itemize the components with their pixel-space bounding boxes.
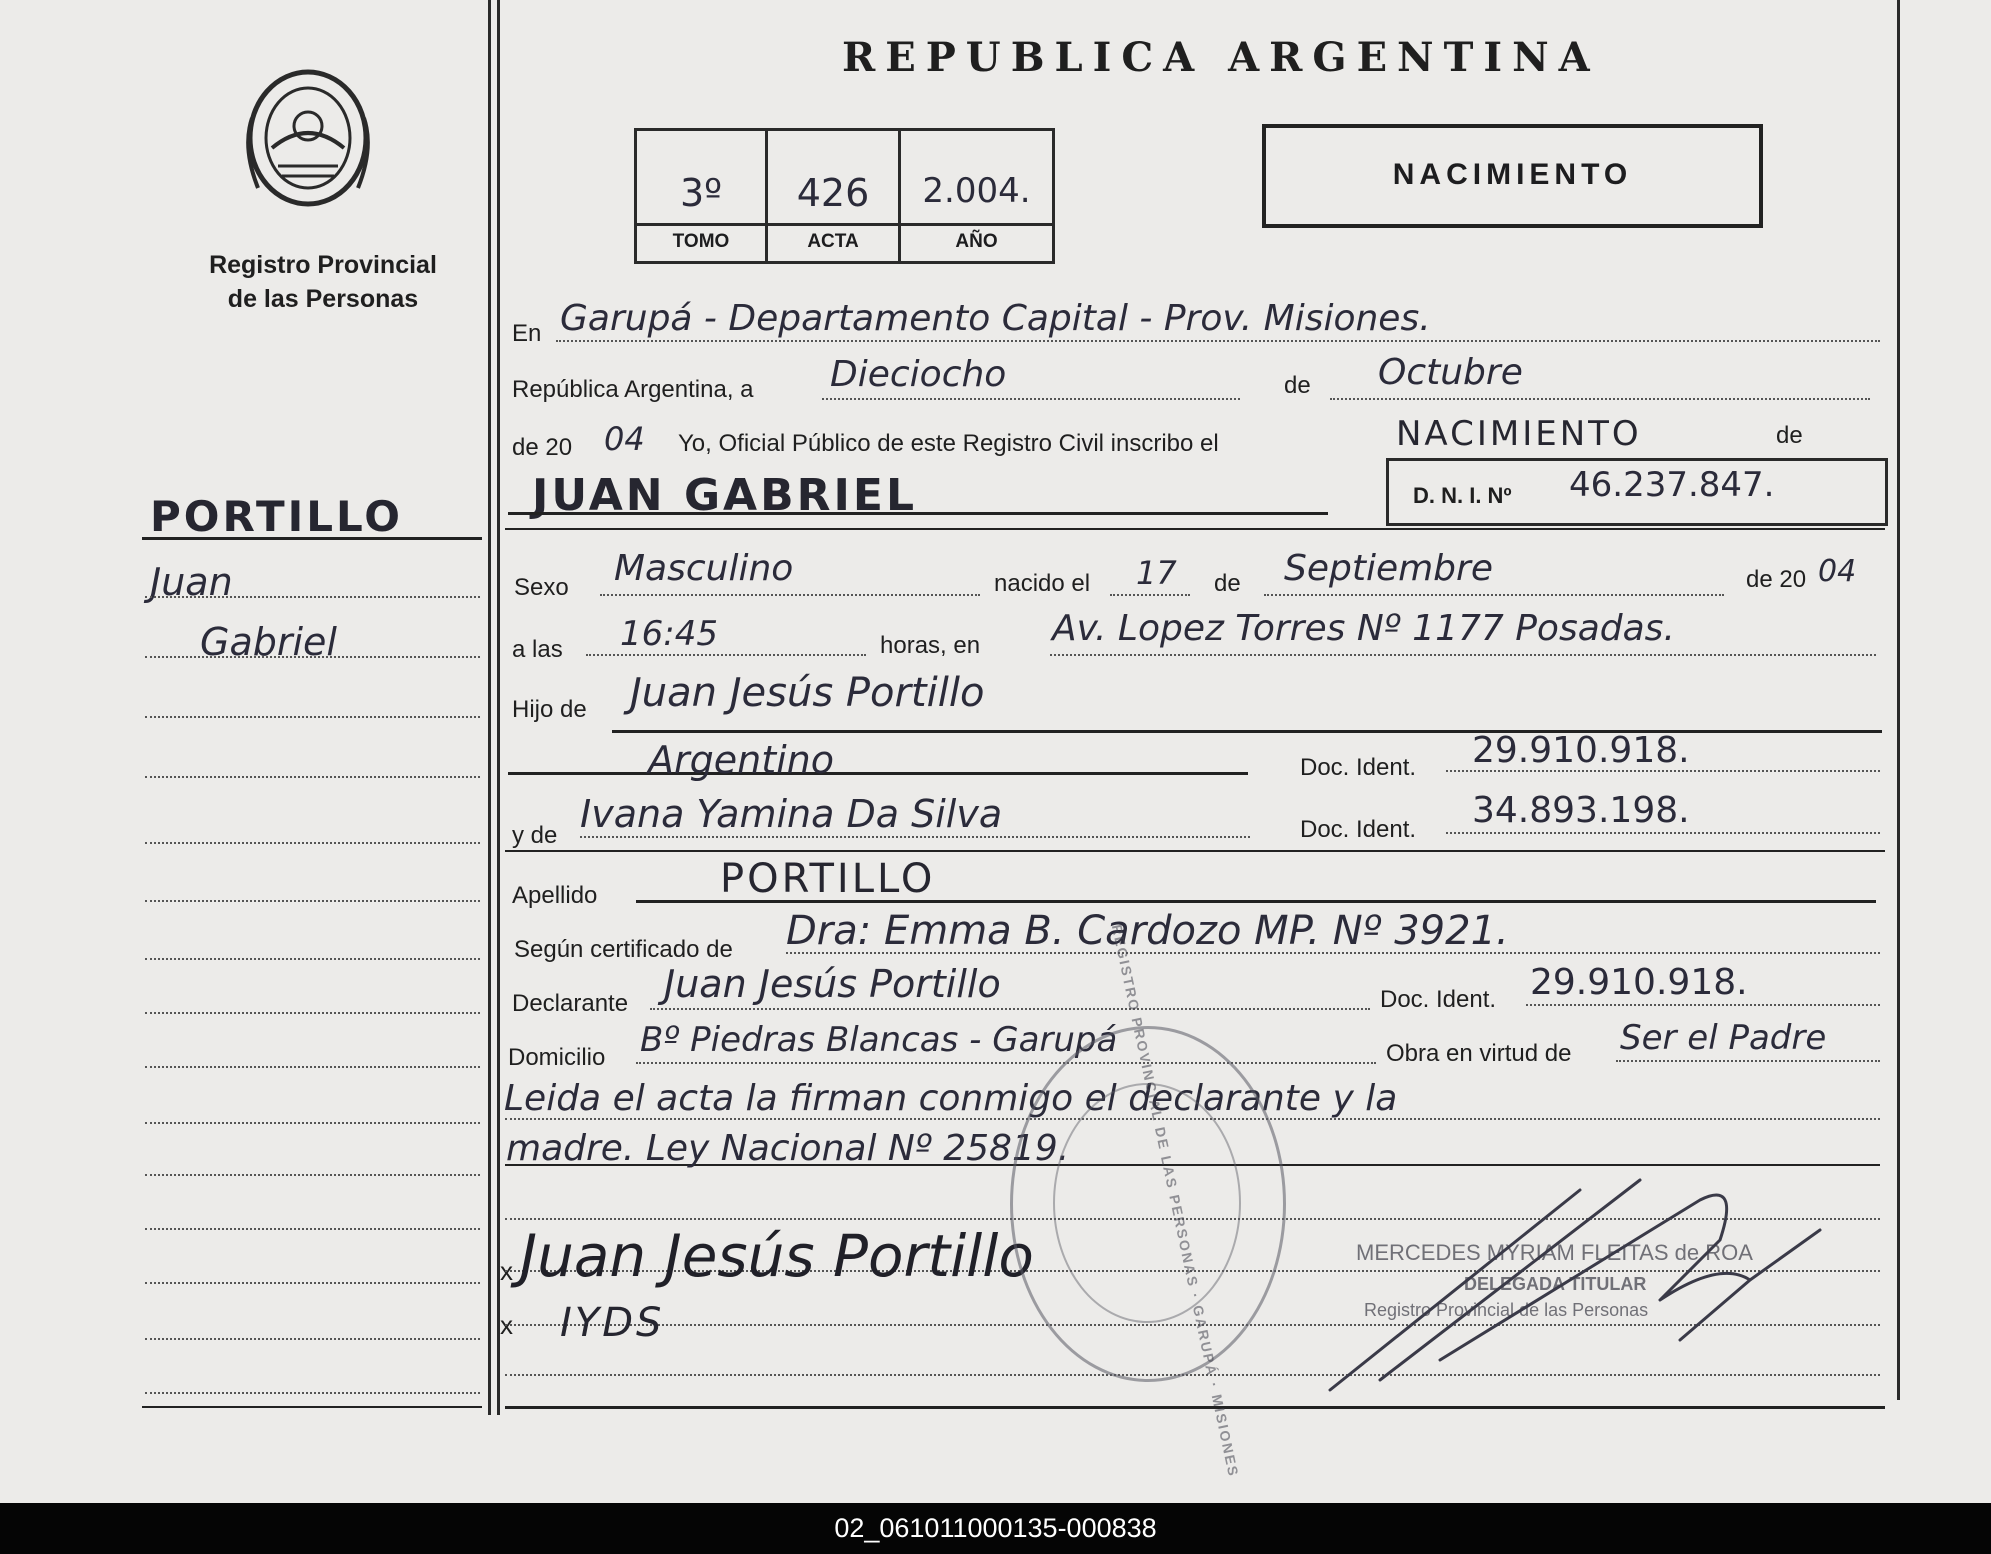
- entry-lugar: Garupá - Departamento Capital - Prov. Misiones.: [560, 298, 1431, 339]
- entry-certificado: Dra: Emma B. Cardozo MP. Nº 3921.: [786, 908, 1509, 954]
- entry-nota-1: Leida el acta la firman conmigo el declarante y la: [504, 1078, 1398, 1119]
- left-column-inner-border: [497, 0, 500, 1415]
- margin-line-1: [145, 596, 480, 598]
- entry-padre: Juan Jesús Portillo: [630, 670, 985, 716]
- entry-hora: 16:45: [620, 614, 718, 654]
- label-sexo: Sexo: [514, 574, 569, 601]
- entry-lugar-nac: Av. Lopez Torres Nº 1177 Posadas.: [1052, 608, 1675, 649]
- label-apellido: Apellido: [512, 882, 598, 909]
- label-doc-padre: Doc. Ident.: [1300, 754, 1417, 781]
- stamp-line-3: Registro Provincial de las Personas: [1364, 1300, 1649, 1320]
- margin-line-2: [145, 656, 480, 658]
- label-horas: horas, en: [880, 632, 981, 659]
- official-seal: [1010, 923, 1286, 1479]
- stamp-line-2: DELEGADA TITULAR: [1464, 1274, 1647, 1294]
- label-nacido: nacido el: [994, 570, 1091, 597]
- label-doc-declarante: Doc. Ident.: [1380, 986, 1497, 1013]
- label-doc-madre: Doc. Ident.: [1300, 816, 1417, 843]
- tomo-value: 3º: [679, 171, 723, 215]
- tomo-cell: [637, 131, 768, 261]
- official-signature-scribble: [1320, 1160, 1840, 1400]
- anio-value: 2.004.: [922, 171, 1031, 211]
- label-declarante: Declarante: [512, 990, 629, 1017]
- margin-line-10: [145, 1122, 480, 1124]
- entry-dia: Dieciocho: [830, 354, 1007, 395]
- entry-nacionalidad: Argentino: [648, 738, 834, 782]
- margin-line-11: [145, 1174, 480, 1176]
- acta-label: ACTA: [807, 231, 859, 252]
- margin-given-1: Juan: [150, 560, 233, 604]
- margin-line-13: [145, 1282, 480, 1284]
- margin-given-2: Gabriel: [200, 620, 337, 664]
- seal-text: REGISTRO PROVINCIAL DE LAS PERSONAS · GARUPÁ · MISIONES: [1108, 923, 1242, 1479]
- entry-mes-nac: Septiembre: [1284, 548, 1493, 589]
- entry-doc-declarante: 29.910.918.: [1530, 962, 1748, 1003]
- entry-apellido: PORTILLO: [720, 856, 936, 902]
- entry-mes: Octubre: [1378, 352, 1523, 393]
- label-segun: Según certificado de: [514, 936, 733, 963]
- country-title: REPUBLICA ARGENTINA: [842, 34, 1600, 81]
- label-a-las: a las: [512, 636, 563, 663]
- entry-nombre: JUAN GABRIEL: [532, 470, 917, 521]
- declarante-initials: IYDS: [560, 1300, 665, 1346]
- label-y-de: y de: [512, 822, 558, 849]
- tomo-label: TOMO: [672, 231, 730, 252]
- label-de-mes: de: [1284, 372, 1311, 399]
- entry-domicilio: Bº Piedras Blancas - Garupá: [640, 1020, 1118, 1060]
- margin-line-5: [145, 842, 480, 844]
- margin-line-7: [145, 958, 480, 960]
- document-type-box: [1262, 124, 1763, 228]
- registry-box: [634, 128, 1055, 264]
- margin-line-14: [145, 1338, 480, 1340]
- acta-value: 426: [796, 171, 870, 215]
- misiones-emblem-icon: [238, 58, 378, 218]
- label-domicilio: Domicilio: [508, 1044, 606, 1071]
- margin-mark-2: x: [500, 1310, 513, 1340]
- registry-name: Registro Provincial de las Personas: [209, 251, 437, 313]
- label-de-20-nac: de 20: [1746, 566, 1807, 593]
- anio-label: AÑO: [955, 231, 998, 252]
- label-en: En: [512, 320, 542, 347]
- entry-declarante: Juan Jesús Portillo: [664, 962, 1001, 1006]
- stamp-line-1: MERCEDES MYRIAM FLEITAS de ROA: [1356, 1240, 1753, 1265]
- margin-line-12: [145, 1228, 480, 1230]
- entry-doc-padre: 29.910.918.: [1472, 730, 1690, 771]
- entry-nota-2: madre. Ley Nacional Nº 25819.: [506, 1128, 1070, 1169]
- margin-line-8: [145, 1012, 480, 1014]
- file-id: 02_061011000135-000838: [834, 1513, 1157, 1543]
- label-de-20: de 20: [512, 434, 573, 461]
- entry-anio-corto: 04: [604, 420, 645, 458]
- label-republica: República Argentina, a: [512, 376, 754, 403]
- file-id-bar: [0, 1503, 1991, 1554]
- entry-sexo: Masculino: [614, 548, 794, 589]
- anio-cell: [901, 131, 1052, 261]
- margin-line-6: [145, 900, 480, 902]
- acta-cell: [768, 131, 901, 261]
- entry-tipo: NACIMIENTO: [1396, 414, 1642, 454]
- label-obra: Obra en virtud de: [1386, 1040, 1572, 1067]
- entry-dia-nac: 17: [1136, 554, 1177, 592]
- right-page-border: [1897, 0, 1900, 1400]
- dni-box: [1386, 458, 1888, 526]
- declarante-signature: Juan Jesús Portillo: [520, 1222, 1034, 1290]
- entry-doc-madre: 34.893.198.: [1472, 790, 1690, 831]
- label-hijo-de: Hijo de: [512, 696, 587, 723]
- left-column-border: [488, 0, 491, 1415]
- margin-line-15: [145, 1392, 480, 1394]
- entry-dni: 46.237.847.: [1569, 465, 1775, 505]
- margin-mark-1: x: [500, 1256, 513, 1286]
- entry-anio-nac: 04: [1818, 554, 1857, 589]
- entry-madre: Ivana Yamina Da Silva: [580, 792, 1003, 836]
- margin-line-9: [145, 1066, 480, 1068]
- label-yo: Yo, Oficial Público de este Registro Civil inscribo el: [678, 430, 1219, 457]
- label-de-end: de: [1776, 422, 1803, 449]
- label-de-mes-nac: de: [1214, 570, 1241, 597]
- label-dni: D. N. I. Nº: [1413, 483, 1512, 508]
- margin-surname-line: [142, 537, 482, 540]
- document-type: NACIMIENTO: [1392, 158, 1633, 191]
- margin-surname: PORTILLO: [150, 492, 403, 541]
- margin-line-3: [145, 716, 480, 718]
- entry-obra: Ser el Padre: [1620, 1018, 1827, 1058]
- margin-line-4: [145, 776, 480, 778]
